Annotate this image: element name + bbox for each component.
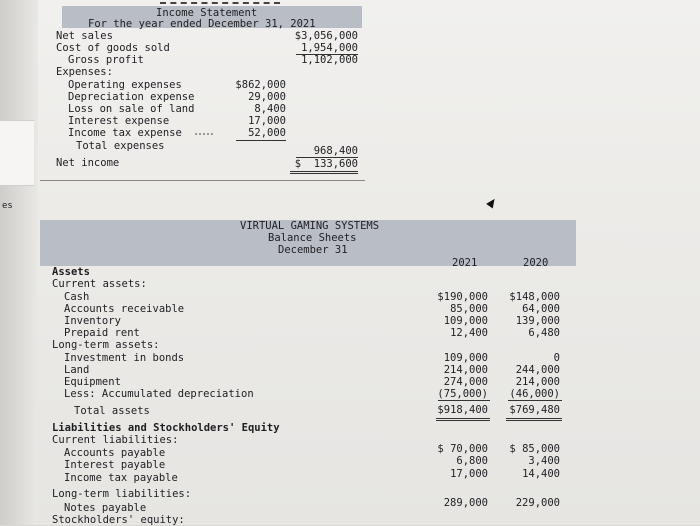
expense-value: 17,000	[248, 115, 286, 127]
long-term-assets-heading: Long-term assets:	[52, 339, 160, 351]
total-assets-label: Total assets	[74, 405, 150, 417]
company-name: VIRTUAL GAMING SYSTEMS	[240, 220, 380, 232]
total-assets-2020: $769,480	[509, 404, 560, 416]
total-expenses-label: Total expenses	[76, 140, 165, 152]
notes-payable-2021: 289,000	[443, 497, 488, 509]
value-2020: 139,000	[515, 315, 560, 327]
value-2020: $148,000	[509, 291, 560, 303]
value-2020: 6,480	[528, 327, 560, 339]
value-2020: 0	[553, 352, 560, 364]
value-2021: 85,000	[450, 303, 488, 315]
margin-thumbnail	[0, 120, 34, 186]
line-item-label: Accounts receivable	[64, 303, 185, 315]
stockholders-equity-heading: Stockholders' equity:	[52, 514, 185, 526]
assets-heading: Assets	[52, 266, 90, 278]
long-term-liabilities-heading: Long-term liabilities:	[52, 488, 192, 500]
expense-label: Depreciation expense	[68, 91, 195, 103]
balance-sheet-date: December 31	[278, 244, 348, 256]
income-statement-title: Income Statement	[156, 7, 258, 19]
value-2020: $ 85,000	[509, 443, 560, 455]
expense-value: $862,000	[235, 79, 286, 91]
value-2021: 109,000	[443, 352, 488, 364]
balance-sheet-title: Balance Sheets	[268, 232, 357, 244]
line-item-label: Equipment	[64, 376, 121, 388]
value-2021: (75,000)	[437, 388, 488, 400]
line-item-label: Investment in bonds	[64, 352, 185, 364]
net-income-value: $ 133,600	[294, 158, 358, 170]
value-2021: $190,000	[437, 291, 488, 303]
value-2021: 274,000	[443, 376, 488, 388]
total-expenses-value: 968,400	[313, 145, 358, 157]
column-header-2021: 2021	[452, 257, 478, 269]
notes-payable-label: Notes payable	[64, 502, 147, 514]
value-2020: 244,000	[515, 364, 560, 376]
cut-off-header	[160, 2, 280, 4]
line-item-label: Inventory	[64, 315, 121, 327]
value-2021: 214,000	[443, 364, 488, 376]
line-item-label: Land	[64, 364, 90, 376]
page-edge-shadow	[0, 0, 38, 525]
total-assets-2021: $918,400	[437, 404, 488, 416]
gross-profit-label: Gross profit	[68, 54, 144, 66]
value-2020: (46,000)	[509, 388, 560, 400]
net-sales-label: Net sales	[56, 30, 113, 42]
value-2020: 14,400	[522, 468, 560, 480]
value-2021: 6,800	[456, 455, 488, 467]
value-2021: 12,400	[450, 327, 488, 339]
value-2020: 3,400	[528, 455, 560, 467]
line-item-label: Accounts payable	[64, 447, 166, 459]
column-header-2020: 2020	[523, 257, 549, 269]
expense-label: Interest expense	[68, 115, 170, 127]
value-2021: 109,000	[443, 315, 488, 327]
value-2020: 64,000	[522, 303, 560, 315]
value-2021: 17,000	[450, 468, 488, 480]
margin-text: es	[2, 201, 13, 211]
line-item-label: Cash	[64, 291, 90, 303]
expenses-label: Expenses:	[56, 66, 113, 78]
cogs-value: 1,954,000	[301, 42, 358, 54]
line-item-label: Less: Accumulated depreciation	[64, 388, 254, 400]
notes-payable-2020: 229,000	[515, 497, 560, 509]
value-2020: 214,000	[515, 376, 560, 388]
expense-value: 52,000	[248, 127, 286, 139]
expense-label: Operating expenses	[68, 79, 182, 91]
line-item-label: Prepaid rent	[64, 327, 140, 339]
expense-label: Income tax expense	[68, 127, 182, 139]
expense-value: 8,400	[254, 103, 286, 115]
current-liabilities-heading: Current liabilities:	[52, 434, 179, 446]
mouse-cursor-icon	[486, 197, 498, 209]
income-statement-period: For the year ended December 31, 2021	[88, 18, 316, 30]
cogs-label: Cost of goods sold	[56, 42, 170, 54]
current-assets-heading: Current assets:	[52, 278, 147, 290]
gross-profit-value: 1,102,000	[301, 54, 358, 66]
liabilities-equity-heading: Liabilities and Stockholders' Equity	[52, 422, 280, 434]
net-income-label: Net income	[56, 157, 120, 169]
expense-value: 29,000	[248, 91, 286, 103]
line-item-label: Income tax payable	[64, 472, 178, 484]
value-2021: $ 70,000	[437, 443, 488, 455]
net-sales-value: $3,056,000	[294, 30, 358, 42]
expense-label: Loss on sale of land	[68, 103, 195, 115]
line-item-label: Interest payable	[64, 459, 166, 471]
